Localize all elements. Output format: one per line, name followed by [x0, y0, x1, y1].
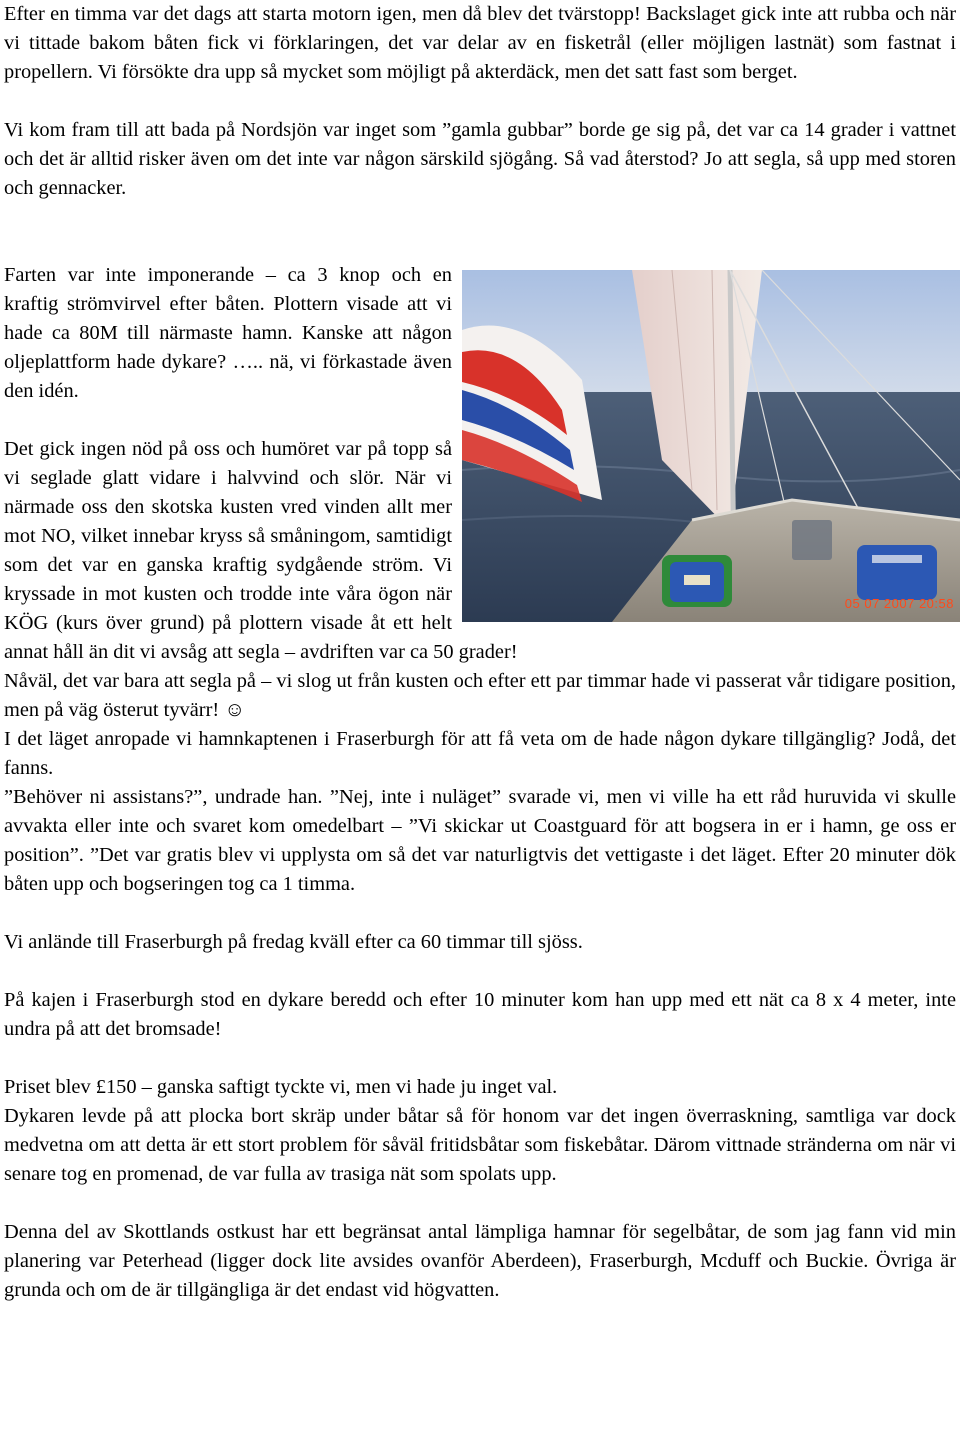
paragraph-7: ”Behöver ni assistans?”, undrade han. ”Nej, inte i nuläget” svarade vi, men vi ville ha ett råd huruvida vi skulle avvakta eller inte och svaret kom omedelbart – ”Vi skickar ut Coastguard för att bogsera in er i hamn, ge oss er position”. ”Det var gratis blev vi upplysta om så det var naturligtvis det vettigaste i det läget. Efter 20 minuter dök båten upp och bogseringen tog ca 1 timma. — [4, 786, 956, 895]
paragraph-5: Nåväl, det var bara att segla på – vi slog ut från kusten och efter ett par timmar hade vi passerat vår tidigare position, men på väg österut tyvärr! ☺ — [4, 670, 956, 721]
spacer — [4, 1044, 956, 1073]
paragraph-10: Priset blev £150 – ganska saftigt tyckte vi, men vi hade ju inget val. — [4, 1076, 558, 1098]
spacer — [4, 899, 956, 928]
paragraph-6: I det läget anropade vi hamnkaptenen i Fraserburgh för att få veta om de hade någon dykare tillgänglig? Jodå, det fanns. — [4, 728, 956, 779]
document-page — [4, 0, 956, 1305]
paragraph-8: Vi anlände till Fraserburgh på fredag kväll efter ca 60 timmar till sjöss. — [4, 931, 583, 953]
paragraph-3: Farten var inte imponerande – ca 3 knop och en kraftig strömvirvel efter båten. Plottern visade att vi hade ca 80M till närmaste hamn. Kanske att någon oljeplattform hade dykare? ….. nä, vi förkastade även den idén. — [4, 264, 452, 402]
spacer — [4, 957, 956, 986]
paragraph-1: Efter en timma var det dags att starta motorn igen, men då blev det tvärstopp! Backslaget gick inte att rubba och när vi tittade bakom båten fick vi förklaringen, det var delar av en fisketrål (eller möjligen lastnät) som fastnat i propellern. Vi försökte dra upp så mycket som möjligt på akterdäck, men det satt fast som berget. — [4, 3, 956, 83]
spacer — [4, 203, 956, 261]
paragraph-12: Denna del av Skottlands ostkust har ett begränsat antal lämpliga hamnar för segelbåtar, de som jag fann vid min planering var Peterhead (ligger dock lite avsides ovanför Aberdeen), Fraserburgh, Mcduff och Buckie. Övriga är grunda och om de är tillgängliga är det endast vid högvatten. — [4, 1221, 956, 1301]
spacer — [4, 87, 956, 116]
spacer — [4, 1189, 956, 1218]
paragraph-9: På kajen i Fraserburgh stod en dykare beredd och efter 10 minuter kom han upp med ett nät ca 8 x 4 meter, inte undra på att det bromsade! — [4, 989, 956, 1040]
paragraph-2: Vi kom fram till att bada på Nordsjön var inget som ”gamla gubbar” borde ge sig på, det var ca 14 grader i vattnet och det är alltid risker även om det inte var någon särskild sjögång. Så vad återstod? Jo att segla, så upp med storen och gennacker. — [4, 119, 956, 199]
sailing-photo — [462, 270, 960, 622]
photo-date-stamp: 05 07 2007 20:58 — [844, 596, 954, 611]
paragraph-11: Dykaren levde på att plocka bort skräp under båtar så för honom var det ingen överraskning, samtliga var dock medvetna om att detta är ett stort problem för såväl fritidsbåtar som fiskebåtar. Därom vittnade stränderna om när vi senare tog en promenad, de var fulla av trasiga nät som spolats upp. — [4, 1105, 956, 1185]
paragraph-4: Det gick ingen nöd på oss och humöret var på topp så vi seglade glatt vidare i halvvind och slör. När vi närmade oss den skotska kusten vred vinden allt mer mot NO, vilket innebar kryss så småningom, samtidigt som det var en ganska kraftig sydgående ström. Vi kryssade in mot kusten och trodde inte våra ögon när KÖG (kurs över grund) på plottern visade åt ett helt annat håll än dit vi avsåg att segla – avdriften var ca 50 grader! — [4, 438, 518, 663]
